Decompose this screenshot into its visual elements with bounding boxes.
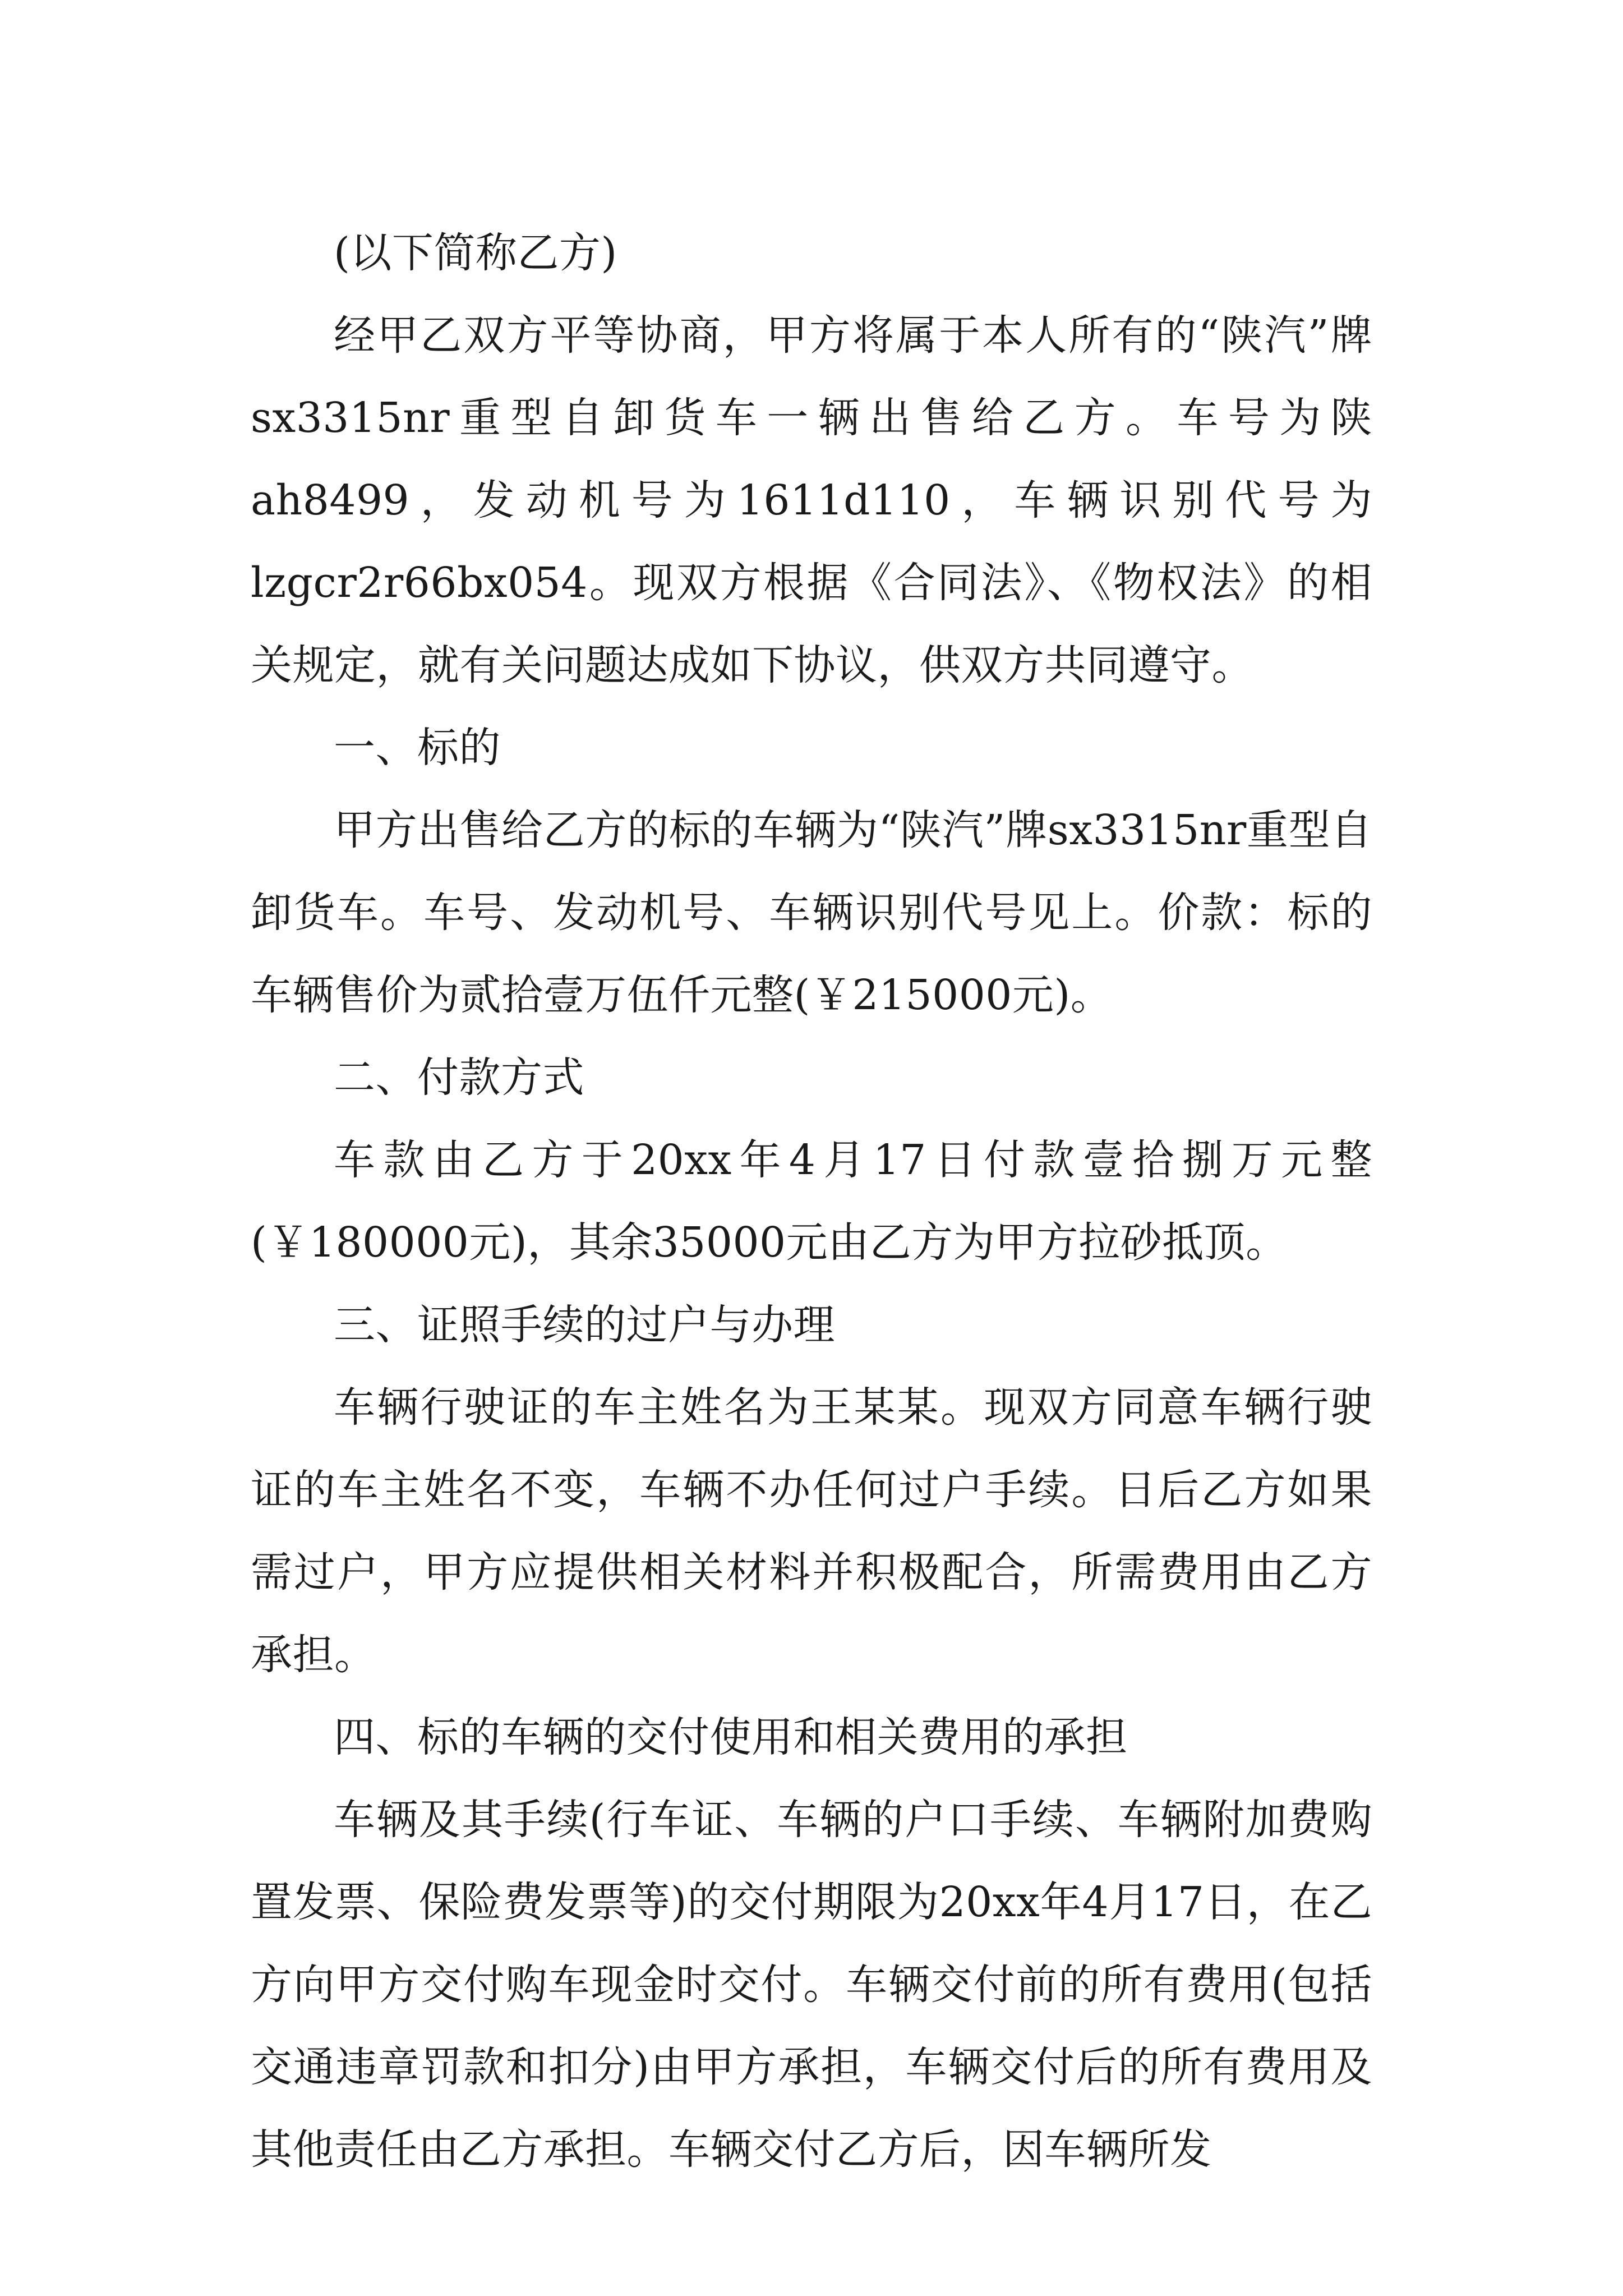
- subject-paragraph: 甲方出售给乙方的标的车辆为“陕汽”牌sx3315nr重型自卸货车。车号、发动机号、车辆识别代号见上。价款：标的车辆售价为贰拾壹万伍仟元整(￥215000元)。: [251, 806, 1372, 1019]
- contract-body: [251, 212, 1372, 2191]
- section-heading-transfer: 三、证照手续的过户与办理: [334, 1301, 835, 1349]
- section-heading-delivery: 四、标的车辆的交付使用和相关费用的承担: [334, 1713, 1128, 1761]
- party-b-note: (以下简称乙方): [334, 229, 617, 277]
- section-heading-payment: 二、付款方式: [334, 1053, 584, 1102]
- delivery-paragraph: 车辆及其手续(行车证、车辆的户口手续、车辆附加费购置发票、保险费发票等)的交付期限为20xx年4月17日，在乙方向甲方交付购车现金时交付。车辆交付前的所有费用(包括交通违章罚款和扣分)由甲方承担，车辆交付后的所有费用及其他责任由乙方承担。车辆交付乙方后，因车辆所发: [251, 1796, 1372, 2174]
- section-heading-subject: 一、标的: [334, 724, 501, 772]
- payment-paragraph: 车款由乙方于20xx年4月17日付款壹拾捌万元整(￥180000元)，其余35000元由乙方为甲方拉砂抵顶。: [251, 1136, 1372, 1267]
- transfer-paragraph: 车辆行驶证的车主姓名为王某某。现双方同意车辆行驶证的车主姓名不变，车辆不办任何过户手续。日后乙方如果需过户，甲方应提供相关材料并积极配合，所需费用由乙方承担。: [251, 1383, 1372, 1679]
- intro-paragraph: 经甲乙双方平等协商，甲方将属于本人所有的“陕汽”牌sx3315nr重型自卸货车一辆出售给乙方。车号为陕ah8499，发动机号为1611d110，车辆识别代号为lzgcr2r66bx054。现双方根据《合同法》、《物权法》的相关规定，就有关问题达成如下协议，供双方共同遵守。: [251, 311, 1372, 689]
